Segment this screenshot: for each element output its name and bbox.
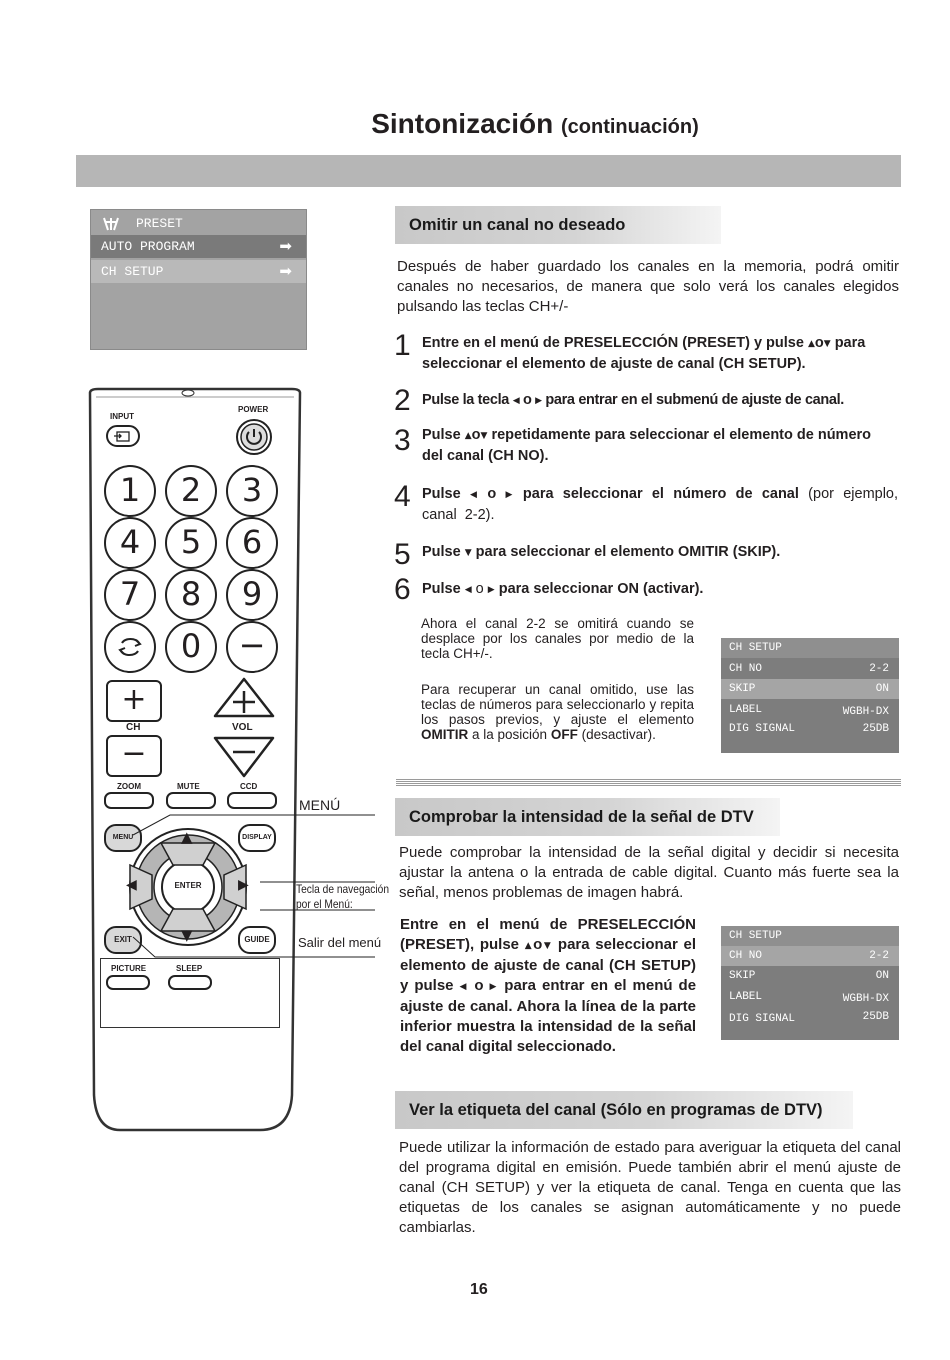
- osd-value: 25DB: [862, 723, 889, 735]
- digit-button-6[interactable]: [226, 517, 278, 569]
- section-intro-signal: Puede comprobar la intensidad de la señal digital y decidir si necesita ajustar la antena o la entrada de cable digital. Cuanto más fuerte sea la señal, menos problemas de imagen habrá.: [399, 844, 899, 901]
- step-text: Pulse la tecla: [422, 392, 509, 408]
- page-title: [0, 108, 950, 140]
- body-text: para seleccionar el elemento de ajuste de canal (CH SETUP) y pulse: [400, 936, 697, 994]
- arrow-up-icon: ▲: [524, 941, 534, 951]
- arrow-down-icon: ▼: [542, 941, 553, 951]
- section-divider: [396, 779, 901, 786]
- arrow-left-icon: ◀: [512, 396, 520, 406]
- menu-item-label: CH SETUP: [101, 264, 164, 279]
- display-label: DISPLAY: [242, 834, 272, 841]
- power-button[interactable]: [235, 418, 273, 456]
- menu-item-label: AUTO PROGRAM: [101, 239, 195, 254]
- osd-row-ch-no: [721, 659, 899, 679]
- osd-label: CH NO: [729, 663, 763, 675]
- note-text: Para recuperar un canal omitido, use las teclas de números para seleccionarlo y repita los pasos previos, y ajuste el elemento: [421, 682, 694, 727]
- osd-label: LABEL: [729, 991, 763, 1003]
- dash-button[interactable]: [226, 621, 278, 673]
- menu-item-auto-program[interactable]: [91, 235, 306, 258]
- step-3: [422, 425, 894, 466]
- step-4: [422, 484, 898, 525]
- step-text: para seleccionar el elemento OMITIR (SKIP).: [475, 544, 781, 560]
- plus-icon: +: [121, 682, 147, 717]
- step-text: Entre en el menú de PRESELECCIÓN (PRESET) y pulse: [422, 335, 804, 351]
- menu-label: MENU: [112, 834, 134, 841]
- step-text: (por ejemplo, canal 2-2).: [422, 486, 899, 523]
- osd-value: 2-2: [869, 663, 889, 675]
- vol-down-button[interactable]: [212, 734, 276, 780]
- section-heading-label: [395, 1091, 853, 1129]
- osd-ch-setup-2: [721, 926, 899, 1040]
- step-or: o: [471, 427, 481, 443]
- osd-title: CH SETUP: [729, 642, 782, 654]
- minus-icon: −: [121, 736, 147, 771]
- antenna-icon: [101, 216, 121, 232]
- step-6: [422, 579, 904, 600]
- arrow-right-icon: ▶: [489, 982, 499, 992]
- arrow-right-icon: ▶: [535, 396, 542, 406]
- label-ch: CH: [126, 722, 141, 733]
- arrow-left-icon: ◀: [469, 490, 479, 500]
- digit-button-9[interactable]: [226, 569, 278, 621]
- digit-label: 2: [180, 471, 202, 509]
- preset-menu: [90, 209, 307, 350]
- input-button[interactable]: [105, 424, 141, 448]
- osd-value: 25DB: [862, 1011, 889, 1023]
- note-skip: Ahora el canal 2-2 se omitirá cuando se desplace por los canales por medio de la tecla CH+/-.: [421, 616, 694, 661]
- digit-button-8[interactable]: [165, 569, 217, 621]
- label-picture: PICTURE: [111, 964, 147, 973]
- exit-label: EXIT: [114, 935, 132, 944]
- heading-text: Omitir un canal no deseado: [409, 216, 626, 234]
- digit-button-5[interactable]: [165, 517, 217, 569]
- title-sub: (continuación): [561, 116, 699, 138]
- step-1: [422, 333, 904, 374]
- digit-label: 1: [119, 471, 141, 509]
- osd-value: WGBH-DX: [842, 706, 889, 718]
- arrow-up-icon: ▲: [464, 431, 472, 441]
- label-sleep: SLEEP: [176, 964, 203, 973]
- body-or: o: [474, 977, 484, 994]
- enter-label: ENTER: [174, 881, 202, 890]
- digit-label: 9: [241, 575, 263, 613]
- note-text: OFF: [550, 727, 578, 742]
- osd-row-dig-signal: [721, 719, 899, 739]
- osd-value: ON: [875, 683, 889, 695]
- recall-button[interactable]: [104, 621, 156, 673]
- digit-button-2[interactable]: [165, 465, 217, 517]
- step-number: 4: [394, 480, 411, 513]
- note-recover: [421, 682, 694, 742]
- ch-up-button[interactable]: [106, 680, 162, 722]
- dash-label: −: [238, 626, 266, 664]
- callout-nav-line2: por el Menú:: [296, 897, 353, 911]
- digit-button-1[interactable]: [104, 465, 156, 517]
- step-or: o: [522, 392, 532, 408]
- osd-label: LABEL: [729, 704, 763, 716]
- arrow-up-icon: ▲: [807, 339, 815, 349]
- step-number: 5: [394, 538, 411, 571]
- zoom-button[interactable]: [104, 792, 154, 809]
- osd-ch-setup-1: [721, 638, 899, 753]
- section-intro-skip: Después de haber guardado los canales en la memoria, podrá omitir canales no necesarios, de manera que solo verá los canales elegidos pulsando las teclas CH+/-: [397, 258, 899, 315]
- osd-label: DIG SIGNAL: [729, 1013, 796, 1025]
- osd-value: 2-2: [869, 950, 889, 962]
- step-number: 2: [394, 384, 411, 417]
- heading-text: Comprobar la intensidad de la señal de DTV: [409, 808, 754, 826]
- arrow-right-icon: ▶: [487, 585, 495, 595]
- preset-menu-title: PRESET: [136, 216, 183, 231]
- section-body-signal: [400, 915, 696, 1057]
- heading-text: Ver la etiqueta del canal (Sólo en programas de DTV): [409, 1101, 823, 1119]
- osd-label: SKIP: [729, 683, 756, 695]
- osd-value: WGBH-DX: [842, 993, 889, 1005]
- osd-title-row: [721, 638, 899, 658]
- label-power: POWER: [238, 405, 269, 414]
- arrow-right-icon: ▶: [505, 490, 514, 500]
- step-or: o: [475, 581, 484, 597]
- osd-row-ch-no: [721, 946, 899, 966]
- digit-button-4[interactable]: [104, 517, 156, 569]
- step-text: Pulse: [422, 581, 461, 597]
- step-text: para entrar en el submenú de ajuste de canal.: [545, 392, 844, 408]
- step-5: [422, 542, 904, 563]
- note-text: a la posición: [472, 727, 548, 742]
- step-text: repetidamente para seleccionar el elemento de número del canal (CH NO).: [422, 427, 872, 464]
- digit-label: 8: [180, 575, 202, 613]
- arrow-right-icon: ➡: [279, 262, 292, 280]
- digit-button-7[interactable]: [104, 569, 156, 621]
- body-or: o: [533, 936, 543, 953]
- osd-row-label: [721, 987, 899, 1007]
- vol-up-button[interactable]: [212, 676, 276, 722]
- label-ccd: CCD: [240, 782, 258, 791]
- osd-title-row: [721, 926, 899, 946]
- step-text: Pulse: [422, 544, 461, 560]
- step-text: Pulse: [422, 427, 461, 443]
- osd-label: CH NO: [729, 950, 763, 962]
- digit-label: 5: [180, 523, 202, 561]
- digit-button-0[interactable]: [165, 621, 217, 673]
- section-heading-signal: [395, 798, 780, 836]
- callout-exit: Salir del menú: [298, 935, 382, 950]
- arrow-left-icon: ◀: [459, 982, 469, 992]
- arrow-right-icon: ➡: [279, 237, 292, 255]
- title-main: Sintonización: [371, 108, 554, 139]
- step-text: para seleccionar el elemento de ajuste de canal (CH SETUP).: [422, 335, 866, 372]
- step-number: 6: [394, 573, 411, 606]
- note-text: (desactivar).: [581, 727, 656, 742]
- number-pad: [104, 465, 284, 695]
- arrow-down-icon: ▼: [480, 431, 488, 441]
- arrow-down-icon: ▼: [181, 926, 193, 944]
- note-text: OMITIR: [421, 727, 469, 742]
- callout-menu: MENÚ: [299, 797, 341, 813]
- step-2: [422, 390, 908, 411]
- mute-button[interactable]: [166, 792, 216, 809]
- osd-label: SKIP: [729, 970, 756, 982]
- body-text: Entre en el menú de PRESELECCIÓN (PRESET), pulse: [400, 916, 696, 953]
- section-intro-label: Puede utilizar la información de estado para averiguar la etiqueta del canal del programa digital en emisión. Puede también abrir el menú ajuste de canal (CH SETUP) y ver la etiqueta de canal. Tenga en cuenta que las etiquetas de los canales se asignan automáticamente y no puede cambiarlas.: [399, 1139, 901, 1236]
- arrow-down-icon: ▼: [464, 548, 472, 558]
- osd-row-dig-signal: [721, 1007, 899, 1027]
- osd-label: DIG SIGNAL: [729, 723, 796, 735]
- arrow-up-icon: ▲: [181, 828, 193, 846]
- step-or: o: [814, 335, 824, 351]
- guide-label: GUIDE: [244, 935, 270, 944]
- label-mute: MUTE: [177, 782, 200, 791]
- label-input: INPUT: [110, 412, 134, 421]
- step-text: para seleccionar ON (activar).: [498, 581, 704, 597]
- label-vol: VOL: [232, 722, 253, 733]
- digit-label: 0: [180, 627, 202, 665]
- callout-nav: [296, 882, 389, 912]
- arrow-right-icon: ▶: [238, 877, 249, 893]
- body-text: para entrar en el menú de ajuste de canal. Ahora la línea de la parte inferior muestra la intensidad de la señal del canal digital seleccionado.: [400, 977, 697, 1055]
- step-text: Pulse: [422, 486, 461, 502]
- label-zoom: ZOOM: [117, 782, 141, 791]
- step-text: para seleccionar el número de canal: [522, 486, 799, 502]
- preset-menu-header: [91, 212, 306, 235]
- osd-row-skip: [721, 966, 899, 986]
- digit-label: 6: [241, 523, 263, 561]
- osd-value: ON: [875, 970, 889, 982]
- picture-button[interactable]: [106, 975, 150, 990]
- menu-item-ch-setup[interactable]: [91, 260, 306, 283]
- arrow-down-icon: ▼: [823, 339, 831, 349]
- arrow-left-icon: ◀: [126, 877, 137, 893]
- digit-button-3[interactable]: [226, 465, 278, 517]
- step-number: 1: [394, 329, 411, 362]
- step-or: o: [487, 486, 497, 502]
- osd-row-skip: [721, 679, 899, 699]
- recall-icon: [106, 623, 154, 671]
- digit-label: 7: [119, 575, 141, 613]
- section-heading-skip: [395, 206, 721, 244]
- header-bar: [76, 155, 901, 187]
- osd-title: CH SETUP: [729, 930, 782, 942]
- digit-label: 3: [241, 471, 263, 509]
- digit-label: 4: [119, 523, 141, 561]
- ch-down-button[interactable]: [106, 735, 162, 777]
- sleep-button[interactable]: [168, 975, 212, 990]
- arrow-left-icon: ◀: [464, 585, 472, 595]
- step-number: 3: [394, 424, 411, 457]
- callout-nav-line1: Tecla de navegación: [296, 882, 390, 896]
- osd-row-label: [721, 700, 899, 720]
- page-number: 16: [470, 1281, 488, 1298]
- ccd-button[interactable]: [227, 792, 277, 809]
